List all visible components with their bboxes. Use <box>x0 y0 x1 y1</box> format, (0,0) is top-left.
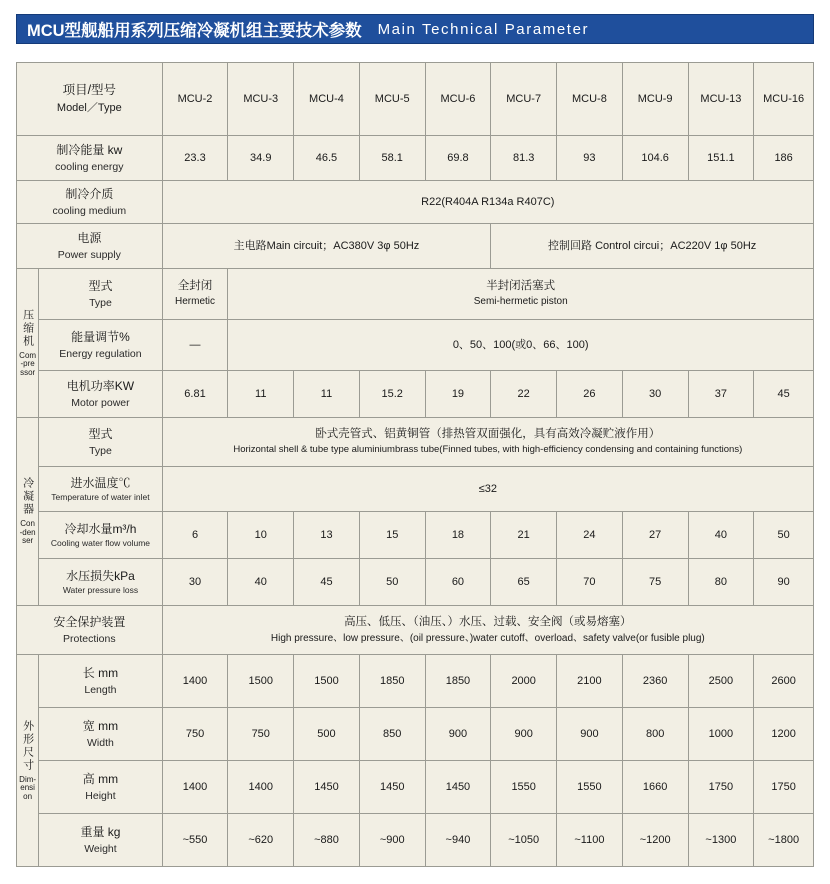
label-en: Cooling water flow volume <box>50 537 151 548</box>
cell-value: 1000 <box>688 708 754 761</box>
cell-value: 45 <box>294 559 360 606</box>
table-row <box>17 761 814 814</box>
label-en: Water pressure loss <box>62 584 139 595</box>
value-en: Semi-hermetic piston <box>473 296 568 307</box>
cell-value: 1550 <box>491 761 557 814</box>
cell-value: 900 <box>557 708 623 761</box>
group-label-condenser <box>17 418 39 606</box>
cell-value: 58.1 <box>359 136 425 181</box>
cell-value: 151.1 <box>688 136 754 181</box>
cell-value: 11 <box>294 371 360 418</box>
label-en: cooling energy <box>55 160 124 173</box>
row-label-protections <box>17 606 163 655</box>
cell-value: 800 <box>622 708 688 761</box>
label-cn: 水压损失kPa <box>66 568 135 583</box>
cell-value: 93 <box>557 136 623 181</box>
cell-value: ~620 <box>228 814 294 867</box>
cell-value: 1400 <box>162 655 228 708</box>
table-row <box>17 224 814 269</box>
cell-value: 1200 <box>754 708 814 761</box>
cell-value: 1400 <box>228 761 294 814</box>
group-label-cn: 外形尺寸 <box>21 719 34 772</box>
label-cn: 能量调节% <box>71 330 130 345</box>
cell-value: 90 <box>754 559 814 606</box>
cell-value: ~550 <box>162 814 228 867</box>
cell-value: 40 <box>688 512 754 559</box>
table-row <box>17 708 814 761</box>
cell-value: 900 <box>491 708 557 761</box>
cell-main-circuit: 主电路Main circuit；AC380V 3φ 50Hz <box>162 224 491 269</box>
row-label-cooling-water-flow <box>39 512 162 559</box>
value-cn: 卧式壳管式、铝黄铜管（排热管双面强化，具有高效冷凝贮液作用） <box>315 428 661 441</box>
cell-value: 50 <box>754 512 814 559</box>
header-cell-mcu-6: MCU-6 <box>425 63 491 136</box>
value-en: Horizontal shell & tube type aluminiumbrass tube(Finned tubes, with high-efficiency condensing and containing functions) <box>233 443 743 455</box>
row-label-condenser-type <box>39 418 162 467</box>
cell-value: 1500 <box>228 655 294 708</box>
table-header-row <box>17 63 814 136</box>
specifications-table <box>16 62 814 867</box>
group-label-compressor <box>17 269 39 418</box>
header-cell-model <box>17 63 163 136</box>
cell-value: 80 <box>688 559 754 606</box>
cell-value: 46.5 <box>294 136 360 181</box>
cell-value: 37 <box>688 371 754 418</box>
cell-value: 1400 <box>162 761 228 814</box>
group-label-dimension <box>17 655 39 867</box>
cell-value: 850 <box>359 708 425 761</box>
label-en: Motor power <box>71 396 130 409</box>
label-cn: 高 mm <box>82 772 119 787</box>
cell-energy-regulation-steps: 0、50、100(或0、66、100) <box>228 320 814 371</box>
cell-value: 69.8 <box>425 136 491 181</box>
header-model-en: Model／Type <box>56 102 122 115</box>
cell-value: 2100 <box>557 655 623 708</box>
table-row <box>17 655 814 708</box>
row-label-length <box>39 655 162 708</box>
cell-value: 21 <box>491 512 557 559</box>
label-en: Width <box>87 736 114 749</box>
cell-value: ~1200 <box>622 814 688 867</box>
label-cn: 电源 <box>77 231 102 246</box>
cell-value: 65 <box>491 559 557 606</box>
cell-value: 1450 <box>294 761 360 814</box>
row-label-cooling-medium <box>17 181 163 224</box>
cell-value: ~1800 <box>754 814 814 867</box>
cell-value: 1660 <box>622 761 688 814</box>
header-model-cn: 项目/型号 <box>62 83 117 98</box>
cell-value: 750 <box>162 708 228 761</box>
cell-compressor-type-hermetic <box>162 269 228 320</box>
cell-value: 45 <box>754 371 814 418</box>
cell-value: 23.3 <box>162 136 228 181</box>
page-title-en: Main Technical Parameter <box>377 20 590 38</box>
row-label-weight <box>39 814 162 867</box>
group-label-en: Dim-ension <box>19 774 37 801</box>
value-cn: 半封闭活塞式 <box>486 280 556 293</box>
label-cn: 冷却水量m³/h <box>64 521 137 536</box>
label-en: Type <box>89 296 112 309</box>
label-cn: 电机功率KW <box>66 379 135 394</box>
cell-value: 81.3 <box>491 136 557 181</box>
cell-value: 2500 <box>688 655 754 708</box>
cell-energy-regulation-dash: — <box>162 320 228 371</box>
cell-value: 19 <box>425 371 491 418</box>
cell-value: 1550 <box>557 761 623 814</box>
cell-value: 900 <box>425 708 491 761</box>
cell-value: 60 <box>425 559 491 606</box>
value-en: High pressure、low pressure、(oil pressure、)water cutoff、overload、safety valve(or fusible plug) <box>270 632 705 644</box>
header-cell-mcu-9: MCU-9 <box>622 63 688 136</box>
group-label-cn: 冷凝器 <box>21 477 34 517</box>
header-cell-mcu-2: MCU-2 <box>162 63 228 136</box>
table-row <box>17 269 814 320</box>
cell-value: 2360 <box>622 655 688 708</box>
label-en: Protections <box>63 632 116 645</box>
cell-value: 24 <box>557 512 623 559</box>
cell-value: 13 <box>294 512 360 559</box>
label-en: Weight <box>84 842 117 855</box>
cell-value: 30 <box>162 559 228 606</box>
cell-value: 750 <box>228 708 294 761</box>
table-row <box>17 606 814 655</box>
cell-value: 2000 <box>491 655 557 708</box>
label-cn: 安全保护装置 <box>53 615 126 630</box>
cell-value: 1450 <box>359 761 425 814</box>
label-en: Energy regulation <box>59 347 142 360</box>
cell-value: 6.81 <box>162 371 228 418</box>
cell-value: 1850 <box>359 655 425 708</box>
cell-value: 1500 <box>294 655 360 708</box>
row-label-water-pressure-loss <box>39 559 162 606</box>
header-cell-mcu-7: MCU-7 <box>491 63 557 136</box>
group-label-en: Con-denser <box>19 519 36 546</box>
cell-value: 70 <box>557 559 623 606</box>
cell-value: 500 <box>294 708 360 761</box>
table-row <box>17 814 814 867</box>
value-cn: 高压、低压、（油压、）水压、过载、安全阀（或易熔塞） <box>344 615 632 628</box>
label-cn: 制冷介质 <box>65 187 114 202</box>
cell-value: 10 <box>228 512 294 559</box>
cell-value: ~940 <box>425 814 491 867</box>
cell-condenser-type-note <box>162 418 813 467</box>
cell-value: 27 <box>622 512 688 559</box>
cell-value: 26 <box>557 371 623 418</box>
cell-value: 34.9 <box>228 136 294 181</box>
page-title-cn: MCU型舰船用系列压缩冷凝机组主要技术参数 <box>27 22 362 40</box>
label-cn: 长 mm <box>82 666 119 681</box>
value-cn: 全封闭 <box>177 280 213 293</box>
header-cell-mcu-4: MCU-4 <box>294 63 360 136</box>
label-cn: 型式 <box>88 279 113 294</box>
cell-value: 30 <box>622 371 688 418</box>
row-label-power-supply <box>17 224 163 269</box>
cell-value: 11 <box>228 371 294 418</box>
row-label-water-inlet-temperature <box>39 467 162 512</box>
cell-value: 22 <box>491 371 557 418</box>
cell-compressor-type-semi <box>228 269 814 320</box>
cell-value: 1850 <box>425 655 491 708</box>
header-cell-mcu-5: MCU-5 <box>359 63 425 136</box>
cell-value: ~880 <box>294 814 360 867</box>
cell-value: 15 <box>359 512 425 559</box>
label-en: Type <box>89 444 112 457</box>
table-row <box>17 181 814 224</box>
cell-value: 6 <box>162 512 228 559</box>
row-label-energy-regulation <box>39 320 162 371</box>
cell-cooling-medium-value: R22(R404A R134a R407C) <box>162 181 813 224</box>
cell-value: ~1300 <box>688 814 754 867</box>
cell-value: 186 <box>754 136 814 181</box>
table-row <box>17 136 814 181</box>
label-cn: 型式 <box>88 427 113 442</box>
header-cell-mcu-13: MCU-13 <box>688 63 754 136</box>
table-row <box>17 371 814 418</box>
cell-value: 104.6 <box>622 136 688 181</box>
cell-value: 40 <box>228 559 294 606</box>
group-label-en: Com-pressor <box>19 350 37 377</box>
label-en: Height <box>85 789 116 802</box>
header-cell-mcu-8: MCU-8 <box>557 63 623 136</box>
cell-value: 2600 <box>754 655 814 708</box>
cell-protections-note <box>162 606 813 655</box>
cell-water-inlet-temperature-value: ≤32 <box>162 467 813 512</box>
cell-value: 1750 <box>754 761 814 814</box>
table-row <box>17 467 814 512</box>
cell-control-circuit: 控制回路 Control circui；AC220V 1φ 50Hz <box>491 224 814 269</box>
label-cn: 重量 kg <box>80 825 121 840</box>
table-row <box>17 320 814 371</box>
cell-value: 75 <box>622 559 688 606</box>
label-en: Power supply <box>57 248 121 261</box>
cell-value: 15.2 <box>359 371 425 418</box>
cell-value: 50 <box>359 559 425 606</box>
value-en: Hermetic <box>175 296 216 307</box>
row-label-compressor-type <box>39 269 162 320</box>
cell-value: 1750 <box>688 761 754 814</box>
row-label-height <box>39 761 162 814</box>
group-label-cn: 压缩机 <box>21 308 34 348</box>
row-label-motor-power <box>39 371 162 418</box>
label-en: cooling medium <box>52 204 127 217</box>
table-row <box>17 559 814 606</box>
header-cell-mcu-3: MCU-3 <box>228 63 294 136</box>
label-cn: 宽 mm <box>82 719 119 734</box>
label-cn: 进水温度℃ <box>70 475 131 490</box>
row-label-width <box>39 708 162 761</box>
label-en: Temperature of water inlet <box>51 491 150 502</box>
row-label-cooling-energy <box>17 136 163 181</box>
header-cell-mcu-16: MCU-16 <box>754 63 814 136</box>
cell-value: ~900 <box>359 814 425 867</box>
page-title-bar <box>16 14 814 44</box>
label-cn: 制冷能量 kw <box>56 143 123 158</box>
cell-value: 1450 <box>425 761 491 814</box>
table-row <box>17 512 814 559</box>
cell-value: ~1100 <box>557 814 623 867</box>
table-row <box>17 418 814 467</box>
cell-value: ~1050 <box>491 814 557 867</box>
cell-value: 18 <box>425 512 491 559</box>
label-en: Length <box>84 683 117 696</box>
